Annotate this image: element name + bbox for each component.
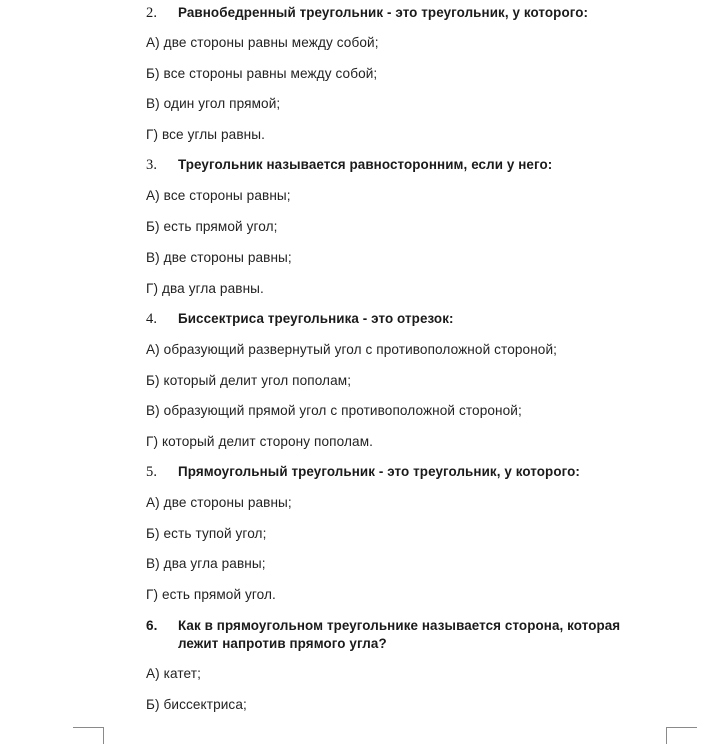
- question-number: 5.: [146, 464, 158, 480]
- page-corner-mark-left: [73, 727, 104, 744]
- option-a: А) все стороны равны;: [146, 188, 291, 203]
- question-6: [146, 617, 638, 653]
- option-a: А) образующий развернутый угол с противоположной стороной;: [146, 342, 558, 357]
- question-number: 4.: [146, 311, 158, 327]
- question-2: [146, 4, 588, 22]
- option-a: А) катет;: [146, 666, 201, 681]
- option-a: А) две стороны равны;: [146, 495, 292, 510]
- option-d: Г) все углы равны.: [146, 127, 265, 142]
- question-4: [146, 310, 454, 328]
- question-number: 3.: [146, 157, 158, 173]
- question-text: Треугольник называется равносторонним, если у него:: [178, 157, 553, 172]
- question-5: [146, 463, 580, 481]
- question-text: Прямоугольный треугольник - это треугольник, у которого:: [178, 464, 580, 479]
- option-c: В) образующий прямой угол с противоположной стороной;: [146, 403, 522, 418]
- option-a: А) две стороны равны между собой;: [146, 35, 379, 50]
- question-text: Биссектриса треугольника - это отрезок:: [178, 311, 454, 326]
- option-d: Г) который делит сторону пополам.: [146, 434, 374, 449]
- question-number: 2.: [146, 5, 158, 21]
- option-b: Б) биссектриса;: [146, 697, 247, 712]
- option-c: В) две стороны равны;: [146, 250, 292, 265]
- page-corner-mark-right: [666, 727, 697, 744]
- question-3: [146, 156, 552, 174]
- option-d: Г) два угла равны.: [146, 281, 264, 296]
- option-b: Б) есть прямой угол;: [146, 219, 278, 234]
- option-b: Б) есть тупой угол;: [146, 526, 267, 541]
- question-text: Как в прямоугольном треугольнике называется сторона, которая лежит напротив прямого угла?: [178, 618, 621, 651]
- option-b: Б) который делит угол пополам;: [146, 373, 352, 388]
- option-d: Г) есть прямой угол.: [146, 587, 276, 602]
- question-text: Равнобедренный треугольник - это треугольник, у которого:: [178, 5, 589, 20]
- question-number: 6.: [146, 618, 158, 633]
- option-c: В) один угол прямой;: [146, 96, 281, 111]
- option-c: В) два угла равны;: [146, 556, 266, 571]
- option-b: Б) все стороны равны между собой;: [146, 66, 378, 81]
